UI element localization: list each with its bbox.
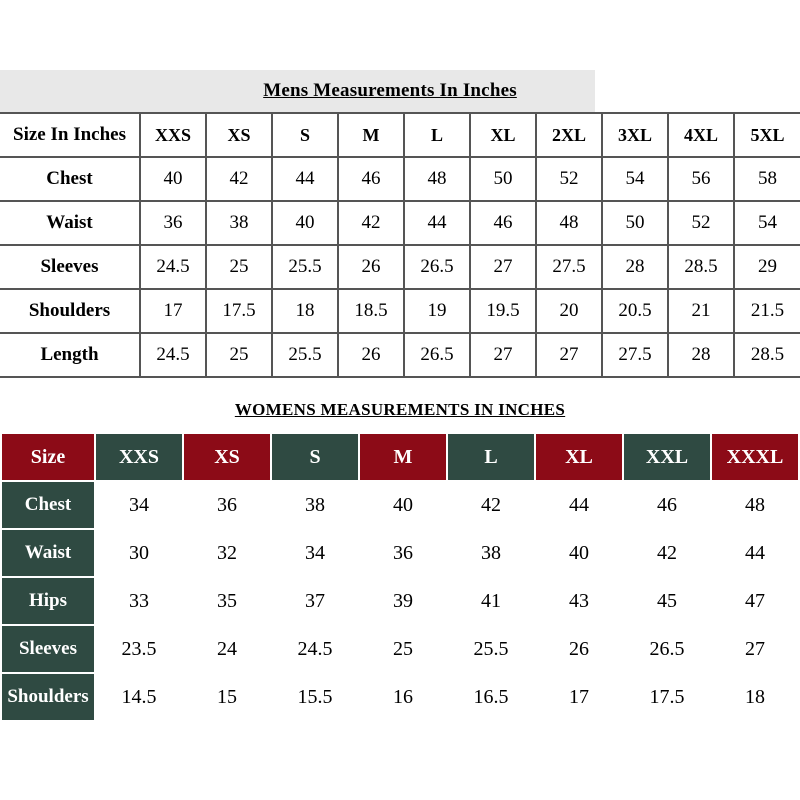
mens-cell-chest-xxs: 40 (140, 157, 206, 201)
mens-title-band (0, 70, 800, 112)
mens-cell-waist-3xl: 50 (602, 201, 668, 245)
mens-column-header-3: S (272, 113, 338, 157)
mens-cell-length-3xl: 27.5 (602, 333, 668, 377)
mens-cell-sleeves-5xl: 29 (734, 245, 800, 289)
womens-cell-sleeves-s: 24.5 (271, 625, 359, 673)
mens-column-header-9: 4XL (668, 113, 734, 157)
mens-cell-length-xs: 25 (206, 333, 272, 377)
mens-cell-length-xxs: 24.5 (140, 333, 206, 377)
womens-cell-hips-s: 37 (271, 577, 359, 625)
mens-cell-shoulders-xl: 19.5 (470, 289, 536, 333)
mens-cell-sleeves-4xl: 28.5 (668, 245, 734, 289)
mens-cell-length-l: 26.5 (404, 333, 470, 377)
mens-cell-shoulders-2xl: 20 (536, 289, 602, 333)
mens-cell-shoulders-3xl: 20.5 (602, 289, 668, 333)
mens-cell-shoulders-5xl: 21.5 (734, 289, 800, 333)
mens-column-header-10: 5XL (734, 113, 800, 157)
mens-cell-shoulders-xs: 17.5 (206, 289, 272, 333)
womens-column-header-8: XXXL (711, 433, 799, 481)
mens-cell-length-m: 26 (338, 333, 404, 377)
mens-cell-waist-2xl: 48 (536, 201, 602, 245)
womens-cell-sleeves-xs: 24 (183, 625, 271, 673)
mens-cell-waist-xxs: 36 (140, 201, 206, 245)
mens-cell-length-5xl: 28.5 (734, 333, 800, 377)
womens-cell-shoulders-xxl: 17.5 (623, 673, 711, 721)
womens-cell-chest-l: 42 (447, 481, 535, 529)
mens-cell-shoulders-xxs: 17 (140, 289, 206, 333)
mens-column-header-1: XXS (140, 113, 206, 157)
table-row (0, 201, 800, 245)
mens-cell-length-4xl: 28 (668, 333, 734, 377)
mens-cell-chest-3xl: 54 (602, 157, 668, 201)
womens-cell-chest-xxl: 46 (623, 481, 711, 529)
womens-cell-waist-xxxl: 44 (711, 529, 799, 577)
mens-row-label-waist: Waist (0, 201, 140, 245)
womens-cell-chest-xl: 44 (535, 481, 623, 529)
table-row (0, 245, 800, 289)
table-header-row (0, 113, 800, 157)
table-header-row (1, 433, 799, 481)
mens-row-label-length: Length (0, 333, 140, 377)
womens-cell-hips-xl: 43 (535, 577, 623, 625)
table-row (1, 673, 799, 721)
womens-cell-waist-xxl: 42 (623, 529, 711, 577)
mens-cell-sleeves-l: 26.5 (404, 245, 470, 289)
womens-measurements-table (0, 432, 800, 722)
table-row (1, 481, 799, 529)
womens-row-label-waist: Waist (1, 529, 95, 577)
womens-column-header-4: M (359, 433, 447, 481)
mens-column-header-8: 3XL (602, 113, 668, 157)
mens-cell-waist-xs: 38 (206, 201, 272, 245)
womens-cell-chest-xxs: 34 (95, 481, 183, 529)
womens-column-header-0: Size (1, 433, 95, 481)
mens-row-label-chest: Chest (0, 157, 140, 201)
mens-column-header-7: 2XL (536, 113, 602, 157)
mens-row-label-sleeves: Sleeves (0, 245, 140, 289)
womens-cell-hips-xxs: 33 (95, 577, 183, 625)
mens-cell-waist-s: 40 (272, 201, 338, 245)
womens-cell-chest-xxxl: 48 (711, 481, 799, 529)
womens-cell-waist-xxs: 30 (95, 529, 183, 577)
womens-row-label-shoulders: Shoulders (1, 673, 95, 721)
mens-cell-sleeves-2xl: 27.5 (536, 245, 602, 289)
table-row (0, 157, 800, 201)
table-row (1, 529, 799, 577)
mens-cell-waist-xl: 46 (470, 201, 536, 245)
womens-cell-sleeves-xl: 26 (535, 625, 623, 673)
womens-column-header-3: S (271, 433, 359, 481)
mens-row-label-shoulders: Shoulders (0, 289, 140, 333)
mens-cell-chest-5xl: 58 (734, 157, 800, 201)
womens-cell-hips-xxl: 45 (623, 577, 711, 625)
womens-cell-waist-xs: 32 (183, 529, 271, 577)
mens-cell-sleeves-xl: 27 (470, 245, 536, 289)
table-row (0, 289, 800, 333)
womens-cell-shoulders-s: 15.5 (271, 673, 359, 721)
womens-column-header-5: L (447, 433, 535, 481)
mens-cell-chest-s: 44 (272, 157, 338, 201)
mens-cell-sleeves-xs: 25 (206, 245, 272, 289)
mens-cell-waist-m: 42 (338, 201, 404, 245)
womens-cell-shoulders-l: 16.5 (447, 673, 535, 721)
mens-cell-shoulders-s: 18 (272, 289, 338, 333)
mens-cell-length-s: 25.5 (272, 333, 338, 377)
womens-cell-sleeves-xxl: 26.5 (623, 625, 711, 673)
womens-row-label-hips: Hips (1, 577, 95, 625)
mens-cell-length-2xl: 27 (536, 333, 602, 377)
mens-column-header-2: XS (206, 113, 272, 157)
womens-cell-sleeves-xxs: 23.5 (95, 625, 183, 673)
womens-column-header-1: XXS (95, 433, 183, 481)
womens-cell-waist-l: 38 (447, 529, 535, 577)
womens-cell-sleeves-xxxl: 27 (711, 625, 799, 673)
mens-column-header-6: XL (470, 113, 536, 157)
womens-cell-hips-xxxl: 47 (711, 577, 799, 625)
mens-cell-shoulders-l: 19 (404, 289, 470, 333)
mens-cell-sleeves-s: 25.5 (272, 245, 338, 289)
womens-cell-chest-m: 40 (359, 481, 447, 529)
mens-cell-chest-m: 46 (338, 157, 404, 201)
table-row (0, 333, 800, 377)
womens-cell-sleeves-m: 25 (359, 625, 447, 673)
mens-cell-chest-xs: 42 (206, 157, 272, 201)
mens-cell-chest-xl: 50 (470, 157, 536, 201)
mens-cell-chest-l: 48 (404, 157, 470, 201)
womens-cell-hips-xs: 35 (183, 577, 271, 625)
mens-cell-shoulders-m: 18.5 (338, 289, 404, 333)
womens-cell-shoulders-m: 16 (359, 673, 447, 721)
table-row (1, 577, 799, 625)
mens-cell-waist-l: 44 (404, 201, 470, 245)
mens-measurements-table (0, 112, 800, 378)
womens-cell-waist-xl: 40 (535, 529, 623, 577)
womens-chart-title: WOMENS MEASUREMENTS IN INCHES (234, 400, 566, 419)
mens-cell-waist-5xl: 54 (734, 201, 800, 245)
womens-cell-shoulders-xxs: 14.5 (95, 673, 183, 721)
womens-cell-hips-l: 41 (447, 577, 535, 625)
mens-cell-length-xl: 27 (470, 333, 536, 377)
table-row (1, 625, 799, 673)
mens-column-header-5: L (404, 113, 470, 157)
mens-cell-chest-2xl: 52 (536, 157, 602, 201)
mens-cell-sleeves-m: 26 (338, 245, 404, 289)
womens-row-label-sleeves: Sleeves (1, 625, 95, 673)
womens-cell-waist-m: 36 (359, 529, 447, 577)
mens-chart-title: Mens Measurements In Inches (263, 80, 517, 101)
womens-cell-chest-xs: 36 (183, 481, 271, 529)
womens-cell-shoulders-xxxl: 18 (711, 673, 799, 721)
womens-row-label-chest: Chest (1, 481, 95, 529)
mens-cell-waist-4xl: 52 (668, 201, 734, 245)
womens-column-header-2: XS (183, 433, 271, 481)
womens-column-header-6: XL (535, 433, 623, 481)
mens-column-header-0: Size In Inches (0, 113, 140, 157)
womens-cell-chest-s: 38 (271, 481, 359, 529)
mens-cell-chest-4xl: 56 (668, 157, 734, 201)
mens-cell-shoulders-4xl: 21 (668, 289, 734, 333)
womens-cell-hips-m: 39 (359, 577, 447, 625)
womens-cell-shoulders-xs: 15 (183, 673, 271, 721)
mens-size-chart-section (0, 70, 800, 378)
womens-cell-waist-s: 34 (271, 529, 359, 577)
womens-cell-shoulders-xl: 17 (535, 673, 623, 721)
womens-column-header-7: XXL (623, 433, 711, 481)
womens-cell-sleeves-l: 25.5 (447, 625, 535, 673)
mens-cell-sleeves-xxs: 24.5 (140, 245, 206, 289)
mens-cell-sleeves-3xl: 28 (602, 245, 668, 289)
mens-column-header-4: M (338, 113, 404, 157)
